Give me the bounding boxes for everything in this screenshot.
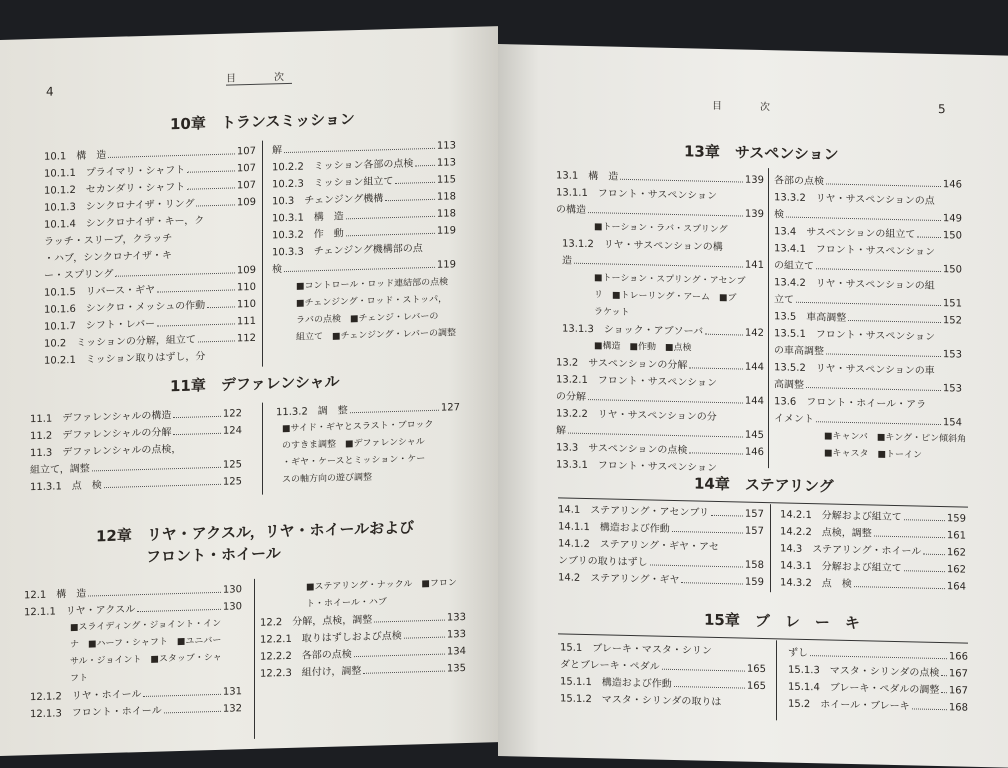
toc-entry-label: 11.3.1 点 検 (30, 480, 102, 494)
toc-page-number: 146 (744, 446, 764, 459)
toc-page-number: 135 (446, 662, 466, 675)
toc-entry-label: 12.2 分解，点検，調整 (260, 614, 373, 629)
leader-dots (672, 531, 743, 534)
leader-dots (620, 179, 743, 183)
toc-entry-label: 11.2 デファレンシャルの分解 (30, 427, 172, 443)
toc-subtopic-line: ■トーション・ラバ・スプリング (594, 222, 728, 236)
toc-ch12-col2 (260, 609, 466, 683)
toc-entry-label: 13.2.1 フロント・サスペンション (556, 374, 717, 389)
toc-page-number: 112 (236, 332, 256, 345)
leader-dots (198, 340, 235, 342)
leader-dots (848, 320, 941, 323)
toc-entry-label: 10.1.5 リバース・ギヤ (44, 284, 156, 299)
toc-entry-label: 組立て，調整 (30, 463, 90, 477)
leader-dots (574, 263, 743, 268)
toc-subtopic-line: ■キャスタ ■トーイン (824, 448, 923, 461)
toc-entry-label: 13.5 車高調整 (774, 311, 847, 324)
leader-dots (363, 671, 444, 674)
toc-page-number: 154 (942, 417, 962, 429)
toc-page-number: 146 (942, 179, 962, 191)
toc-entry-label: ー・スプリング (44, 268, 114, 282)
toc-entry-label: 10.1 構 造 (44, 150, 107, 163)
toc-entry-label: 15.1.2 マスタ・シリンダの取りは (560, 693, 722, 709)
toc-page-number: 149 (942, 213, 962, 225)
toc-ch14-col2 (780, 506, 966, 595)
toc-entry-label: 12.1.2 リヤ・ホイール (30, 689, 142, 704)
leader-dots (941, 692, 946, 693)
toc-page-number: 158 (744, 559, 764, 572)
toc-entry-label: 10.3.2 作 動 (272, 228, 344, 242)
toc-page-number: 144 (744, 395, 764, 408)
running-header: 目 次 (712, 100, 784, 114)
toc-page-number: 167 (948, 668, 968, 680)
toc-subtopic-line: ラケット (594, 307, 630, 318)
leader-dots (187, 187, 235, 189)
toc-page-number: 107 (236, 179, 256, 192)
toc-page-number: 150 (942, 230, 962, 242)
leader-dots (104, 484, 221, 488)
toc-ch13-notes-b (594, 270, 764, 325)
toc-page-number: 152 (942, 315, 962, 327)
toc-page-number: 162 (946, 547, 966, 559)
column-divider (770, 504, 771, 592)
toc-entry-label: 13.2 サスペンションの分解 (556, 357, 688, 372)
toc-page-number: 125 (222, 476, 242, 488)
leader-dots (588, 399, 743, 404)
toc-entry-label: 12.2.3 組付け，調整 (260, 665, 362, 680)
toc-page-number: 118 (436, 191, 456, 203)
leader-dots (689, 452, 742, 454)
toc-entry-label: 10.3.1 構 造 (272, 211, 344, 225)
toc-entry (780, 574, 966, 595)
toc-ch10-notes (296, 274, 466, 347)
toc-entry-label: 13.4.1 フロント・サスペンション (774, 243, 935, 258)
toc-ch11-col1 (30, 405, 242, 496)
toc-page-number: 130 (222, 584, 242, 596)
toc-entry (788, 696, 968, 717)
toc-entry-label: 13.3.1 フロント・サスペンション (556, 459, 717, 474)
toc-subtopic-line: スの軸方向の遊び調整 (282, 472, 373, 486)
leader-dots (196, 204, 234, 206)
toc-page-number: 132 (222, 703, 242, 715)
toc-page-number: 164 (946, 581, 966, 593)
toc-ch10-col1 (44, 143, 256, 370)
leader-dots (674, 686, 745, 689)
toc-entry-label: 13.3.2 リヤ・サスペンションの点 (774, 192, 935, 207)
leader-dots (689, 367, 742, 369)
toc-ch10-col2 (272, 137, 456, 278)
toc-ch15-col1 (560, 639, 766, 712)
toc-page-number: 127 (440, 402, 460, 414)
leader-dots (826, 183, 941, 187)
leader-dots (88, 592, 221, 597)
toc-entry-label: イメント (774, 413, 814, 426)
page-number: 4 (46, 84, 54, 99)
toc-page-number: 110 (236, 298, 256, 311)
toc-page-number: 118 (436, 208, 456, 220)
toc-entry-label: 10.1.2 セカンダリ・シャフト (44, 181, 186, 197)
leader-dots (941, 675, 946, 676)
leader-dots (385, 199, 435, 201)
leader-dots (207, 306, 235, 308)
leader-dots (568, 433, 743, 438)
toc-subtopic-line: ■キャンバ ■キング・ピン傾斜角 (824, 431, 967, 445)
toc-ch12-col1-tail (30, 683, 242, 723)
column-divider (262, 403, 263, 495)
toc-entry-label: 14.2.2 点検，調整 (780, 526, 872, 540)
toc-page-number: 111 (236, 315, 256, 328)
page-number: 5 (938, 101, 946, 117)
toc-entry-label: 15.1.4 ブレーキ・ペダルの調整 (788, 681, 940, 697)
toc-entry-label: 14.2 ステアリング・ギヤ (558, 572, 680, 587)
toc-entry-label: 10.1.6 シンクロ・メッシュの作動 (44, 300, 206, 316)
toc-page-number: 133 (446, 628, 466, 641)
toc-entry-label: 10.2.1 ミッション取りはずし，分 (44, 351, 206, 367)
toc-page-number: 130 (222, 601, 242, 613)
toc-subtopic-line: ■スライディング・ジョイント・イン (70, 618, 222, 634)
toc-page-number: 167 (948, 685, 968, 697)
toc-page-number: 139 (744, 174, 764, 187)
chapter-12-title-line1: 12章 リヤ・アクスル，リヤ・ホイールおよび (96, 518, 415, 546)
leader-dots (346, 216, 435, 219)
toc-entry-label: 10.3 チェンジング機構 (272, 193, 384, 208)
chapter-11-title: 11章 デファレンシャル (170, 372, 340, 396)
toc-page-number: 124 (222, 425, 242, 437)
chapter-12-title-line2: フロント・ホイール (146, 544, 281, 566)
toc-entry-label: ラッチ・スリーブ，クラッチ (44, 233, 173, 248)
toc-page-number: 165 (746, 680, 766, 693)
leader-dots (115, 272, 235, 276)
toc-subtopic-line: ・ギヤ・ケースとミッション・ケー (282, 454, 426, 469)
chapter-10-title: 10章 トランスミッション (170, 110, 355, 134)
toc-subtopic-line: のすきま調整 ■デファレンシャル (282, 437, 425, 452)
toc-entry-label: 12.1.1 リヤ・アクスル (24, 604, 136, 619)
toc-subtopic-line: ナ ■ハーフ・シャフト ■ユニバー (70, 635, 222, 651)
toc-ch12-notes (70, 615, 250, 688)
toc-entry-label: の分解 (556, 391, 586, 403)
toc-subtopic-line: ト・ホイール・ハブ (306, 597, 387, 610)
toc-ch15-col2 (788, 645, 968, 717)
chapter-13-title: 13章 サスペンション (684, 142, 839, 164)
leader-dots (404, 637, 445, 639)
toc-page-number: 153 (942, 383, 962, 395)
toc-entry-label: 13.1.2 リヤ・サスペンションの構 (562, 238, 723, 254)
toc-entry-label: 14.1.1 構造および作動 (558, 521, 670, 535)
toc-entry (560, 690, 766, 712)
leader-dots (874, 536, 945, 539)
leader-dots (108, 153, 235, 158)
toc-page-number: 119 (436, 225, 456, 237)
toc-entry-label: 10.1.3 シンクロナイザ・リング (44, 198, 195, 214)
toc-entry-label: 13.2.2 リヤ・サスペンションの分 (556, 408, 717, 423)
leader-dots (650, 564, 743, 567)
toc-ch13-col1 (556, 167, 764, 223)
toc-entry-label: 12.1 構 造 (24, 588, 87, 602)
column-divider (262, 141, 263, 367)
toc-subtopic-line: サル・ジョイント ■スタッブ・シャ (70, 652, 222, 668)
toc-page-number: 139 (744, 208, 764, 221)
toc-entry-label: 各部の点検 (774, 175, 824, 188)
leader-dots (806, 387, 941, 391)
toc-page-number: 134 (446, 645, 466, 658)
toc-subtopic-line: ■サイド・ギヤとスラスト・ブロック (282, 419, 434, 435)
leader-dots (854, 586, 945, 589)
leader-dots (786, 217, 941, 222)
toc-entry-label: 13.4 サスペンションの組立て (774, 226, 916, 241)
toc-page-number: 125 (222, 459, 242, 471)
toc-page-number: 145 (744, 429, 764, 442)
toc-entry-label: 11.3 デファレンシャルの点検， (30, 443, 182, 460)
toc-page-number: 119 (436, 259, 456, 271)
toc-entry-label: 10.1.1 プライマリ・シャフト (44, 164, 186, 180)
toc-page-number: 131 (222, 686, 242, 698)
toc-page-number: 165 (746, 663, 766, 676)
toc-entry-label: 検 (272, 264, 282, 276)
toc-entry-label: 13.1 構 造 (556, 170, 619, 183)
leader-dots (346, 233, 435, 236)
leader-dots (284, 148, 435, 153)
leader-dots (157, 323, 235, 326)
toc-page-number: 109 (236, 196, 256, 209)
toc-entry-label: 立て (774, 294, 794, 306)
toc-entry-label: 解 (556, 425, 566, 437)
toc-ch11-notes (282, 416, 466, 489)
toc-page-number: 159 (946, 513, 966, 525)
toc-page-number: 166 (948, 651, 968, 663)
toc-entry-label: 10.2 ミッションの分解，組立て (44, 334, 196, 350)
toc-entry-label: 14.1.2 ステアリング・ギヤ・アセ (558, 538, 719, 554)
toc-page-number: 159 (744, 576, 764, 589)
toc-page-number: 142 (744, 327, 764, 340)
toc-entry-label: 15.1.1 構造および作動 (560, 676, 672, 690)
toc-page-number: 168 (948, 702, 968, 714)
toc-entry-label: 検 (774, 209, 784, 221)
toc-entry-label: 高調整 (774, 379, 804, 391)
leader-dots (395, 182, 434, 184)
leader-dots (912, 708, 947, 710)
toc-subtopic-line: 組立て ■チェンジング・レバーの調整 (296, 328, 456, 343)
leader-dots (415, 165, 434, 167)
toc-entry-label: 15.1.3 マスタ・シリンダの点検 (788, 664, 940, 680)
toc-entry-label: 14.3.1 分解および組立て (780, 560, 902, 575)
leader-dots (137, 609, 221, 612)
toc-page-number: 107 (236, 145, 256, 158)
toc-entry-label: 13.4.2 リヤ・サスペンションの組 (774, 277, 935, 292)
toc-page-number: 144 (744, 361, 764, 374)
toc-page-number: 115 (436, 174, 456, 186)
toc-subtopic-line: ■チェンジング・ロッド・ストッパ， (296, 294, 448, 309)
leader-dots (350, 410, 439, 413)
toc-page-number: 133 (446, 611, 466, 624)
toc-entry-label: 10.3.3 チェンジング機構部の点 (272, 243, 423, 259)
toc-entry-label: の組立て (774, 260, 814, 273)
running-header: 目 次 (226, 68, 292, 86)
leader-dots (681, 582, 742, 584)
toc-entry (774, 410, 962, 431)
chapter-15-title: 15章 ブ レ ー キ (704, 610, 860, 633)
leader-dots (826, 353, 941, 357)
toc-entry-label: 13.1.3 ショック・アブソーバ (562, 323, 704, 338)
leader-dots (917, 237, 940, 239)
toc-entry-label: 14.3.2 点 検 (780, 577, 852, 591)
toc-entry-label: ンブリの取りはずし (558, 555, 648, 569)
toc-subtopic-line: ■コントロール・ロッド連結部の点検 (296, 277, 449, 292)
leader-dots (284, 267, 435, 272)
leader-dots (810, 655, 947, 659)
toc-entry-label: 13.6 フロント・ホイール・アラ (774, 396, 927, 411)
toc-subtopic-line: ■ステアリング・ナックル ■フロン (306, 578, 457, 593)
toc-page-number: 109 (236, 264, 256, 277)
toc-entry-label: ずし (788, 647, 808, 660)
column-divider (768, 168, 769, 468)
toc-page-number: 157 (744, 525, 764, 538)
leader-dots (711, 515, 743, 517)
toc-subtopic-line: リ ■トレーリング・アーム ■ブ (594, 290, 737, 304)
leader-dots (923, 554, 945, 555)
toc-entry-label: 15.2 ホイール・ブレーキ (788, 698, 910, 713)
toc-entry-label: 13.3 サスペンションの点検 (556, 442, 688, 457)
leader-dots (816, 421, 941, 425)
toc-entry-label: 11.1 デファレンシャルの構造 (30, 410, 172, 426)
leader-dots (588, 212, 743, 217)
toc-ch13-notes-col2 (824, 428, 974, 465)
toc-entry-label: の構造 (556, 204, 586, 216)
leader-dots (796, 302, 941, 306)
toc-subtopic-line: ■構造 ■作動 ■点検 (594, 341, 692, 354)
toc-subtopic-line: ■トーション・スプリング・アセンブ (594, 273, 746, 287)
left-page (0, 26, 498, 756)
toc-entry-label: 14.3 ステアリング・ホイール (780, 543, 922, 558)
toc-page-number: 110 (236, 281, 256, 294)
toc-page-number: 141 (744, 259, 764, 272)
toc-subtopic-line: ラバの点検 ■チェンジ・レバーの (296, 311, 439, 326)
toc-entry-label: 13.5.2 リヤ・サスペンションの車 (774, 362, 935, 377)
toc-page-number: 122 (222, 408, 242, 420)
toc-page-number: 153 (942, 349, 962, 361)
toc-entry-label: 15.1 ブレーキ・マスタ・シリン (560, 642, 712, 657)
leader-dots (374, 620, 445, 623)
toc-entry-label: 11.3.2 調 整 (276, 405, 348, 419)
toc-subtopic-line: フト (70, 673, 89, 685)
toc-page-number: 162 (946, 564, 966, 576)
leader-dots (662, 669, 745, 672)
toc-page-number: 113 (436, 157, 456, 169)
toc-page-number: 157 (744, 508, 764, 521)
toc-ch12-notes-col2 (306, 575, 476, 614)
toc-ch14-col1 (558, 501, 764, 591)
leader-dots (173, 416, 221, 418)
toc-page-number: 113 (436, 140, 456, 152)
leader-dots (143, 694, 220, 697)
leader-dots (904, 519, 945, 521)
toc-entry-label: の車高調整 (774, 345, 824, 358)
toc-entry-label: 10.1.7 シフト・レバー (44, 318, 156, 333)
toc-page-number: 107 (236, 162, 256, 175)
toc-entry-label: 造 (562, 255, 572, 267)
toc-entry-label: 13.1.1 フロント・サスペンション (556, 187, 717, 202)
toc-ch13-col2 (774, 172, 962, 431)
toc-entry-label: 解 (272, 145, 282, 157)
column-divider (254, 579, 255, 739)
leader-dots (187, 170, 235, 172)
chapter-14-title: 14章 ステアリング (694, 474, 834, 496)
leader-dots (157, 289, 235, 292)
toc-entry-label: ダとブレーキ・ペダル (560, 659, 660, 673)
leader-dots (705, 334, 743, 336)
toc-entry (558, 569, 764, 591)
toc-page-number: 161 (946, 530, 966, 542)
leader-dots (904, 570, 945, 572)
toc-entry-label: 13.5.1 フロント・サスペンション (774, 328, 935, 343)
leader-dots (173, 433, 221, 435)
leader-dots (354, 654, 445, 658)
toc-page-number: 151 (942, 298, 962, 310)
toc-entry-label: 12.2.2 各部の点検 (260, 649, 352, 663)
toc-entry-label: 10.2.2 ミッション各部の点検 (272, 158, 414, 174)
toc-ch13-col1-mid (562, 235, 764, 274)
column-divider (776, 640, 777, 720)
leader-dots (164, 711, 221, 714)
toc-ch13-col1-tail (556, 354, 764, 478)
toc-entry-label: 12.1.3 フロント・ホイール (30, 705, 162, 721)
toc-entry-label: 12.2.1 取りはずしおよび点検 (260, 630, 402, 646)
toc-page-number: 150 (942, 264, 962, 276)
toc-entry-label: 10.1.4 シンクロナイザ・キー，ク (44, 215, 205, 231)
toc-entry-label: 10.2.3 ミッション組立て (272, 176, 394, 191)
leader-dots (92, 467, 221, 472)
toc-entry-label: 14.1 ステアリング・アセンブリ (558, 504, 709, 519)
leader-dots (816, 268, 941, 272)
toc-entry-label: ・ハブ，シンクロナイザ・キ (44, 250, 173, 265)
toc-entry-label: 14.2.1 分解および組立て (780, 509, 902, 524)
right-page (498, 44, 1008, 768)
